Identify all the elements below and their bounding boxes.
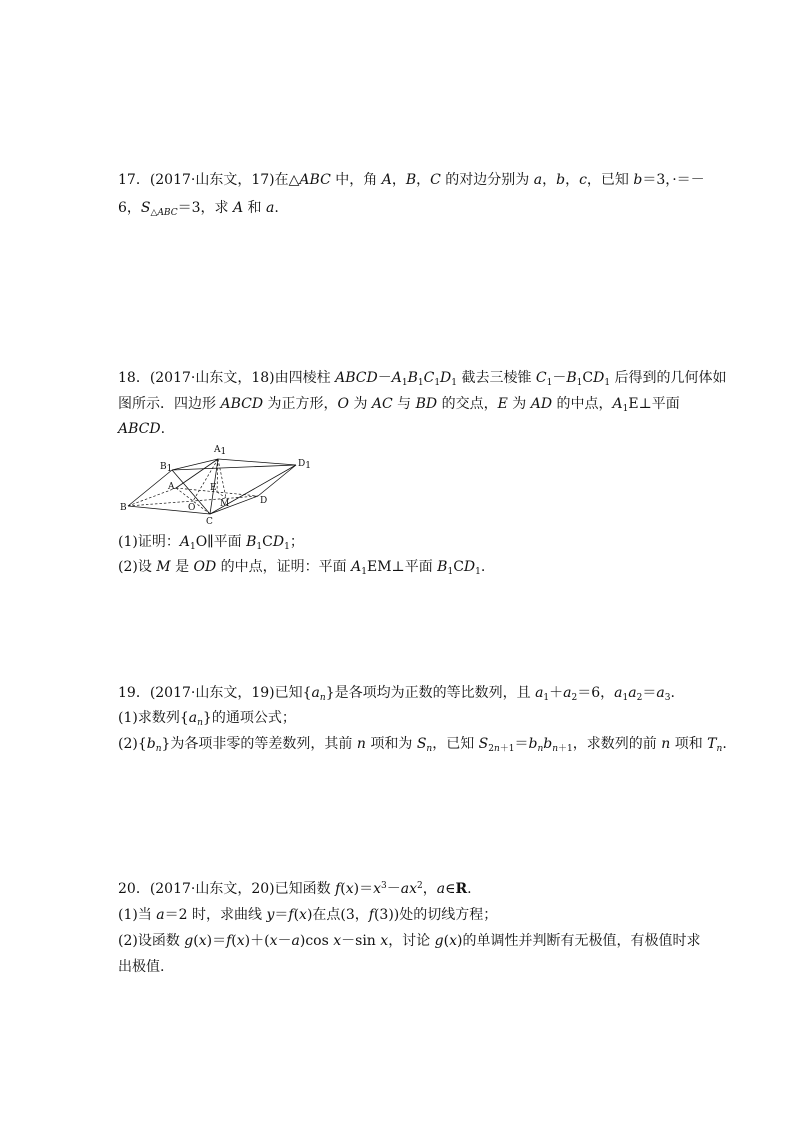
edge-D-D1	[258, 465, 296, 496]
problem-18-line-3: ABCD.	[118, 421, 166, 437]
problem-17-line-2: 6，$S_{\triangle ABC}=3$，求 A 和 a.	[118, 200, 279, 218]
problem-20-line-1: 20．(2017·山东文，20)已知函数 $f(x)=x^3-ax^2$，a∈R.	[118, 881, 472, 897]
edge-B-C	[128, 506, 210, 514]
problem-19-part-2: $(2)\{b_n\}$为各项非零的等差数列，其前 n 项和为 $S_n$，已知 $S_{2n+1}=b_nb_{n+1}$，求数列的前 n 项和 $T_n$.	[118, 736, 727, 754]
label-A1: A1	[214, 445, 227, 457]
problem-20-part-3: 出极值.	[118, 959, 165, 975]
problem-20-part-2: (2)设函数 g(x)＝f(x)＋(x－a)cos x－sin x，讨论 g(x)的单调性并判断有无极值，有极值时求	[118, 933, 701, 949]
problem-17-line-1: 17．(2017·山东文，17)在△ABC 中，角 A，B，C 的对边分别为 a，b，c，已知 b＝3，·＝－	[118, 172, 705, 188]
label-D: D	[260, 496, 268, 506]
label-M: M	[220, 499, 230, 509]
label-C: C	[206, 517, 213, 526]
edge-B-B1	[128, 470, 172, 506]
label-B1: B1	[160, 462, 173, 474]
problem-18-line-1: 18．(2017·山东文，18)由四棱柱 $ABCD-A_1B_1C_1D_1$ 截去三棱锥 $C_1-B_1CD_1$ 后得到的几何体如	[118, 370, 727, 388]
problem-19-part-1: (1)求数列$\{a_n\}$的通项公式；	[118, 710, 296, 728]
problem-18-line-2: 图所示．四边形 ABCD 为正方形，O 为 AC 与 BD 的交点，E 为 AD 的中点，$A_1E\perp$平面	[118, 396, 680, 414]
label-A: A	[168, 482, 175, 492]
problem-18-part-1: (1)证明：$A_1O\parallel$平面 $B_1CD_1$；	[118, 534, 304, 552]
edge-C-D	[210, 496, 258, 514]
geometry-figure	[118, 442, 318, 526]
edge-A1-D1	[218, 459, 296, 465]
problem-20-part-1: (1)当 a＝2 时，求曲线 y＝f(x)在点(3，f(3))处的切线方程；	[118, 907, 498, 923]
edge-A1-O	[193, 459, 218, 501]
label-B: B	[120, 503, 127, 513]
label-O: O	[188, 503, 196, 513]
label-D1: D1	[298, 459, 311, 471]
problem-18-part-2: (2)设 M 是 OD 的中点，证明：平面 $A_1EM\perp$平面 $B_1CD_1$.	[118, 559, 486, 577]
label-E: E	[210, 483, 217, 493]
problem-19-line-1: 19．(2017·山东文，19)已知$\{a_n\}$是各项均为正数的等比数列，且 $a_1+a_2=6$，$a_1a_2=a_3$.	[118, 685, 675, 703]
edge-E-M	[217, 492, 226, 498]
